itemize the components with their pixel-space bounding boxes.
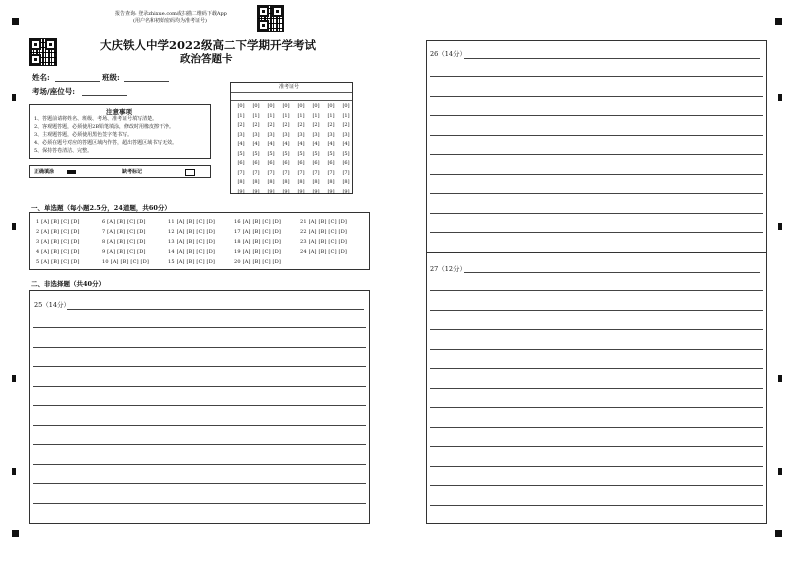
q27-answer-line[interactable] xyxy=(464,272,760,273)
choice-question[interactable] xyxy=(36,239,80,245)
answer-options[interactable]: [A] [B] [C] [D] xyxy=(110,259,150,265)
exam-id-bubble[interactable]: [3] xyxy=(267,131,275,138)
exam-id-column[interactable] xyxy=(234,102,248,197)
correct-fill-label: 正确填涂 xyxy=(34,169,55,175)
answer-options[interactable]: [A] [B] [C] [D] xyxy=(308,229,348,235)
exam-id-bubble[interactable]: [9] xyxy=(252,188,260,195)
exam-id-column[interactable] xyxy=(339,102,353,197)
answer-line[interactable] xyxy=(430,329,763,330)
answer-line[interactable] xyxy=(33,483,366,484)
choice-question[interactable] xyxy=(168,259,215,265)
exam-id-bubble[interactable]: [6] xyxy=(342,160,350,166)
answer-options[interactable]: [A] [B] [C] [D] xyxy=(308,239,348,245)
answer-options[interactable]: [A] [B] [C] [D] xyxy=(176,239,216,245)
timing-mark xyxy=(12,375,16,382)
exam-id-bubble[interactable]: [0] xyxy=(327,103,335,109)
exam-id-bubble[interactable]: [4] xyxy=(237,141,245,147)
exam-id-bubble[interactable]: [0] xyxy=(297,103,305,109)
answer-line[interactable] xyxy=(430,135,763,136)
answer-line[interactable] xyxy=(33,347,366,348)
q25-answer-box[interactable] xyxy=(29,290,370,524)
choice-question[interactable] xyxy=(234,259,281,265)
answer-line[interactable] xyxy=(430,427,763,428)
exam-id-bubble[interactable]: [5] xyxy=(252,150,260,157)
answer-line[interactable] xyxy=(430,174,763,175)
question-number: 5 xyxy=(36,259,42,265)
exam-id-bubble[interactable]: [8] xyxy=(297,179,305,185)
answer-line[interactable] xyxy=(430,290,763,291)
section1-title: 一、单选题（每小题2.5分，24道题，共60分） xyxy=(31,204,171,212)
choice-question[interactable] xyxy=(234,229,281,235)
answer-options[interactable]: [A] [B] [C] [D] xyxy=(107,249,146,255)
exam-id-bubble[interactable]: [3] xyxy=(297,131,305,138)
exam-id-bubble[interactable]: [6] xyxy=(252,160,260,166)
class-label: 班级: xyxy=(102,73,120,82)
exam-id-bubble[interactable]: [9] xyxy=(312,188,320,195)
question-number: 4 xyxy=(36,249,42,255)
exam-id-bubble[interactable]: [8] xyxy=(252,179,260,185)
exam-id-column[interactable] xyxy=(264,102,278,197)
exam-id-bubble[interactable]: [9] xyxy=(267,188,275,195)
exam-id-bubble[interactable]: [1] xyxy=(327,112,335,119)
answer-line[interactable] xyxy=(33,386,366,387)
answer-line[interactable] xyxy=(430,76,763,77)
answer-options[interactable]: [A] [B] [C] [D] xyxy=(41,249,80,255)
answer-line[interactable] xyxy=(33,425,366,426)
exam-id-bubble[interactable]: [7] xyxy=(267,169,275,176)
exam-id-column[interactable] xyxy=(294,102,308,197)
exam-id-bubble[interactable]: [4] xyxy=(297,141,305,147)
exam-id-bubble[interactable]: [6] xyxy=(297,160,305,166)
question-number: 9 xyxy=(102,249,108,255)
exam-id-bubble[interactable]: [6] xyxy=(282,160,290,166)
question-number: 17 xyxy=(234,229,243,235)
answer-line[interactable] xyxy=(430,154,763,155)
exam-id-bubble[interactable]: [3] xyxy=(252,131,260,138)
name-label: 姓名: xyxy=(32,73,50,82)
q26-q27-divider xyxy=(427,252,766,253)
exam-id-bubble[interactable]: [9] xyxy=(237,188,245,195)
room-seat-label: 考场/座位号: xyxy=(32,87,76,96)
exam-id-bubble[interactable]: [8] xyxy=(312,179,320,185)
page-title: 大庆铁人中学2022级高二下学期开学考试 xyxy=(100,38,317,52)
exam-id-bubble[interactable]: [6] xyxy=(327,160,335,166)
exam-id-bubble[interactable]: [5] xyxy=(267,150,275,157)
filled-bubble-icon xyxy=(67,170,76,174)
notes-item: 2、客观题答题，必须使用2B铅笔填涂，修改时用橡皮擦干净。 xyxy=(34,124,175,130)
answer-options[interactable]: [A] [B] [C] [D] xyxy=(107,219,146,225)
exam-id-bubble[interactable]: [1] xyxy=(237,112,245,119)
exam-id-bubble[interactable]: [6] xyxy=(312,160,320,166)
exam-id-column[interactable] xyxy=(324,102,338,197)
question-number: 10 xyxy=(102,259,111,265)
room-seat-field[interactable] xyxy=(82,95,127,96)
exam-id-bubble[interactable]: [3] xyxy=(312,131,320,138)
question-number: 2 xyxy=(36,229,42,235)
answer-options[interactable]: [A] [B] [C] [D] xyxy=(176,259,216,265)
question-number: 21 xyxy=(300,219,309,225)
q26-answer-line[interactable] xyxy=(464,58,760,59)
exam-id-bubble[interactable]: [8] xyxy=(327,179,335,185)
answer-line[interactable] xyxy=(430,213,763,214)
question-number: 16 xyxy=(234,219,243,225)
answer-line[interactable] xyxy=(33,366,366,367)
exam-id-bubble[interactable]: [9] xyxy=(297,188,305,195)
answer-options[interactable]: [A] [B] [C] [D] xyxy=(242,219,282,225)
choice-question[interactable] xyxy=(36,249,80,255)
question-number: 18 xyxy=(234,239,243,245)
answer-line[interactable] xyxy=(430,310,763,311)
q26-label: 26（14分） xyxy=(430,50,467,58)
notes-title: 注意事项 xyxy=(106,108,132,116)
exam-id-bubble[interactable]: [3] xyxy=(342,131,350,138)
exam-id-bubble[interactable]: [0] xyxy=(282,103,290,109)
right-answer-box xyxy=(426,40,767,524)
qr-code-icon xyxy=(257,5,284,32)
answer-line[interactable] xyxy=(33,327,366,328)
exam-id-bubble[interactable]: [3] xyxy=(237,131,245,138)
answer-line[interactable] xyxy=(430,193,763,194)
question-number: 7 xyxy=(102,229,108,235)
answer-line[interactable] xyxy=(430,505,763,506)
section2-title: 二、非选择题（共40分） xyxy=(31,280,106,288)
timing-mark xyxy=(12,468,16,475)
exam-id-bubble[interactable]: [2] xyxy=(252,122,260,128)
question-number: 8 xyxy=(102,239,108,245)
exam-id-bubble[interactable]: [5] xyxy=(312,150,320,157)
exam-id-bubble[interactable]: [7] xyxy=(312,169,320,176)
exam-id-bubble[interactable]: [1] xyxy=(252,112,260,119)
fill-legend xyxy=(29,165,211,178)
exam-id-bubble[interactable]: [6] xyxy=(237,160,245,166)
question-number: 3 xyxy=(36,239,42,245)
answer-line[interactable] xyxy=(33,464,366,465)
answer-options[interactable]: [A] [B] [C] [D] xyxy=(107,239,146,245)
answer-line[interactable] xyxy=(33,444,366,445)
report-notice-sub: (用户名和初始密码均为准考证号) xyxy=(133,18,207,24)
question-number: 12 xyxy=(168,229,177,235)
exam-id-label: 准考证号 xyxy=(279,84,300,90)
choice-question[interactable] xyxy=(168,239,215,245)
exam-id-bubble[interactable]: [8] xyxy=(282,179,290,185)
exam-id-bubble[interactable]: [1] xyxy=(297,112,305,119)
registration-mark xyxy=(12,530,19,537)
registration-mark xyxy=(775,530,782,537)
exam-id-bubble[interactable]: [5] xyxy=(237,150,245,157)
notes-item: 4、必须在题号对应的答题区域内作答，超出答题区域书写无效。 xyxy=(34,140,178,146)
absent-mark-label: 缺考标记 xyxy=(122,169,143,175)
notes-item: 1、答题前请将姓名、班级、考场、准考证号填写清楚。 xyxy=(34,116,158,122)
exam-id-bubble[interactable]: [2] xyxy=(282,122,290,128)
exam-id-bubble[interactable]: [5] xyxy=(297,150,305,157)
timing-mark xyxy=(12,223,16,230)
exam-id-bubble[interactable]: [2] xyxy=(342,122,350,128)
answer-line[interactable] xyxy=(430,407,763,408)
answer-options[interactable]: [A] [B] [C] [D] xyxy=(242,249,282,255)
choice-question[interactable] xyxy=(300,249,347,255)
exam-id-bubble[interactable]: [0] xyxy=(237,103,245,109)
choice-question[interactable] xyxy=(300,219,347,225)
answer-options[interactable]: [A] [B] [C] [D] xyxy=(176,249,216,255)
answer-line[interactable] xyxy=(430,368,763,369)
exam-id-bubble[interactable]: [5] xyxy=(327,150,335,157)
answer-line[interactable] xyxy=(33,503,366,504)
exam-id-bubble[interactable]: [2] xyxy=(267,122,275,128)
exam-id-bubble[interactable]: [1] xyxy=(342,112,350,119)
timing-mark xyxy=(778,223,782,230)
answer-line[interactable] xyxy=(430,485,763,486)
choice-question[interactable] xyxy=(300,239,347,245)
choice-question[interactable] xyxy=(102,229,146,235)
question-number: 22 xyxy=(300,229,309,235)
answer-line[interactable] xyxy=(430,232,763,233)
answer-options[interactable]: [A] [B] [C] [D] xyxy=(242,259,282,265)
answer-options[interactable]: [A] [B] [C] [D] xyxy=(176,229,216,235)
exam-id-bubble[interactable]: [2] xyxy=(312,122,320,128)
exam-id-column[interactable] xyxy=(309,102,323,197)
exam-id-bubble[interactable]: [2] xyxy=(327,122,335,128)
question-number: 1 xyxy=(36,219,42,225)
answer-options[interactable]: [A] [B] [C] [D] xyxy=(242,239,282,245)
exam-id-bubble[interactable]: [5] xyxy=(342,150,350,157)
answer-line[interactable] xyxy=(430,446,763,447)
question-number: 6 xyxy=(102,219,108,225)
exam-id-bubble[interactable]: [4] xyxy=(342,141,350,147)
answer-options[interactable]: [A] [B] [C] [D] xyxy=(41,259,80,265)
exam-id-bubble[interactable]: [2] xyxy=(297,122,305,128)
exam-id-bubble[interactable]: [5] xyxy=(282,150,290,157)
choice-question[interactable] xyxy=(36,219,80,225)
choice-question[interactable] xyxy=(36,259,80,265)
choice-question[interactable] xyxy=(102,249,146,255)
exam-id-bubble[interactable]: [7] xyxy=(342,169,350,176)
answer-options[interactable]: [A] [B] [C] [D] xyxy=(41,229,80,235)
answer-line[interactable] xyxy=(33,405,366,406)
answer-line[interactable] xyxy=(430,349,763,350)
exam-id-bubble[interactable]: [8] xyxy=(237,179,245,185)
report-notice: 报告查询: 登录zhixue.com或扫描二维码下载App xyxy=(115,11,227,17)
exam-id-bubble[interactable]: [9] xyxy=(327,188,335,195)
answer-line[interactable] xyxy=(430,388,763,389)
timing-mark xyxy=(778,94,782,101)
answer-line[interactable] xyxy=(430,466,763,467)
choice-question[interactable] xyxy=(234,219,281,225)
answer-line[interactable] xyxy=(430,96,763,97)
question-number: 14 xyxy=(168,249,177,255)
class-field[interactable] xyxy=(124,81,169,82)
single-choice-box xyxy=(29,212,370,270)
timing-mark xyxy=(12,94,16,101)
answer-options[interactable]: [A] [B] [C] [D] xyxy=(176,219,216,225)
answer-options[interactable]: [A] [B] [C] [D] xyxy=(308,219,348,225)
question-number: 11 xyxy=(168,219,177,225)
choice-question[interactable] xyxy=(300,229,347,235)
answer-line[interactable] xyxy=(430,115,763,116)
choice-question[interactable] xyxy=(102,219,146,225)
answer-options[interactable]: [A] [B] [C] [D] xyxy=(308,249,348,255)
q25-label: 25（14分） xyxy=(34,301,71,309)
registration-mark xyxy=(775,18,782,25)
exam-id-bubble[interactable]: [6] xyxy=(267,160,275,166)
answer-options[interactable]: [A] [B] [C] [D] xyxy=(107,229,146,235)
qr-code-icon xyxy=(29,38,57,66)
choice-question[interactable] xyxy=(102,259,149,265)
exam-id-bubble[interactable]: [0] xyxy=(267,103,275,109)
absent-checkbox[interactable] xyxy=(185,169,195,176)
exam-id-bubble[interactable]: [8] xyxy=(267,179,275,185)
name-field[interactable] xyxy=(55,81,100,82)
q27-label: 27（12分） xyxy=(430,265,467,273)
question-number: 23 xyxy=(300,239,309,245)
exam-id-bubble[interactable]: [1] xyxy=(312,112,320,119)
question-number: 19 xyxy=(234,249,243,255)
notes-box xyxy=(29,104,211,159)
exam-id-bubble[interactable]: [7] xyxy=(282,169,290,176)
choice-question[interactable] xyxy=(168,219,215,225)
question-number: 15 xyxy=(168,259,177,265)
exam-id-bubble[interactable]: [4] xyxy=(267,141,275,147)
registration-mark xyxy=(12,18,19,25)
exam-id-bubble[interactable]: [0] xyxy=(342,103,350,109)
timing-mark xyxy=(778,375,782,382)
exam-id-bubble[interactable]: [4] xyxy=(327,141,335,147)
notes-item: 3、主观题答题，必须使用黑色签字笔书写。 xyxy=(34,132,133,138)
choice-question[interactable] xyxy=(168,229,215,235)
exam-id-bubble[interactable]: [1] xyxy=(282,112,290,119)
exam-id-bubble[interactable]: [4] xyxy=(282,141,290,147)
choice-question[interactable] xyxy=(168,249,215,255)
choice-question[interactable] xyxy=(234,249,281,255)
question-number: 24 xyxy=(300,249,309,255)
exam-id-column[interactable] xyxy=(249,102,263,197)
answer-options[interactable]: [A] [B] [C] [D] xyxy=(41,219,80,225)
exam-id-bubble[interactable]: [7] xyxy=(327,169,335,176)
exam-id-bubble[interactable]: [3] xyxy=(282,131,290,138)
exam-id-bubble[interactable]: [3] xyxy=(327,131,335,138)
exam-id-bubble[interactable]: [0] xyxy=(252,103,260,109)
exam-id-bubble[interactable]: [4] xyxy=(252,141,260,147)
answer-options[interactable]: [A] [B] [C] [D] xyxy=(41,239,80,245)
question-number: 13 xyxy=(168,239,177,245)
exam-id-bubble[interactable]: [2] xyxy=(237,122,245,128)
choice-question[interactable] xyxy=(234,239,281,245)
choice-question[interactable] xyxy=(36,229,80,235)
exam-id-bubble[interactable]: [4] xyxy=(312,141,320,147)
page-subtitle: 政治答题卡 xyxy=(180,53,233,65)
exam-id-grid xyxy=(230,82,353,194)
exam-id-bubble[interactable]: [8] xyxy=(342,179,350,185)
exam-id-bubble[interactable]: [0] xyxy=(312,103,320,109)
timing-mark xyxy=(778,468,782,475)
exam-id-bubble[interactable]: [7] xyxy=(297,169,305,176)
exam-id-bubble[interactable]: [7] xyxy=(237,169,245,176)
exam-id-bubble[interactable]: [9] xyxy=(342,188,350,195)
exam-id-bubble[interactable]: [1] xyxy=(267,112,275,119)
question-number: 20 xyxy=(234,259,243,265)
notes-item: 5、保持答卷清洁、完整。 xyxy=(34,148,93,154)
exam-id-column[interactable] xyxy=(279,102,293,197)
choice-question[interactable] xyxy=(102,239,146,245)
exam-id-bubble[interactable]: [9] xyxy=(282,188,290,195)
exam-id-bubble[interactable]: [7] xyxy=(252,169,260,176)
answer-options[interactable]: [A] [B] [C] [D] xyxy=(242,229,282,235)
